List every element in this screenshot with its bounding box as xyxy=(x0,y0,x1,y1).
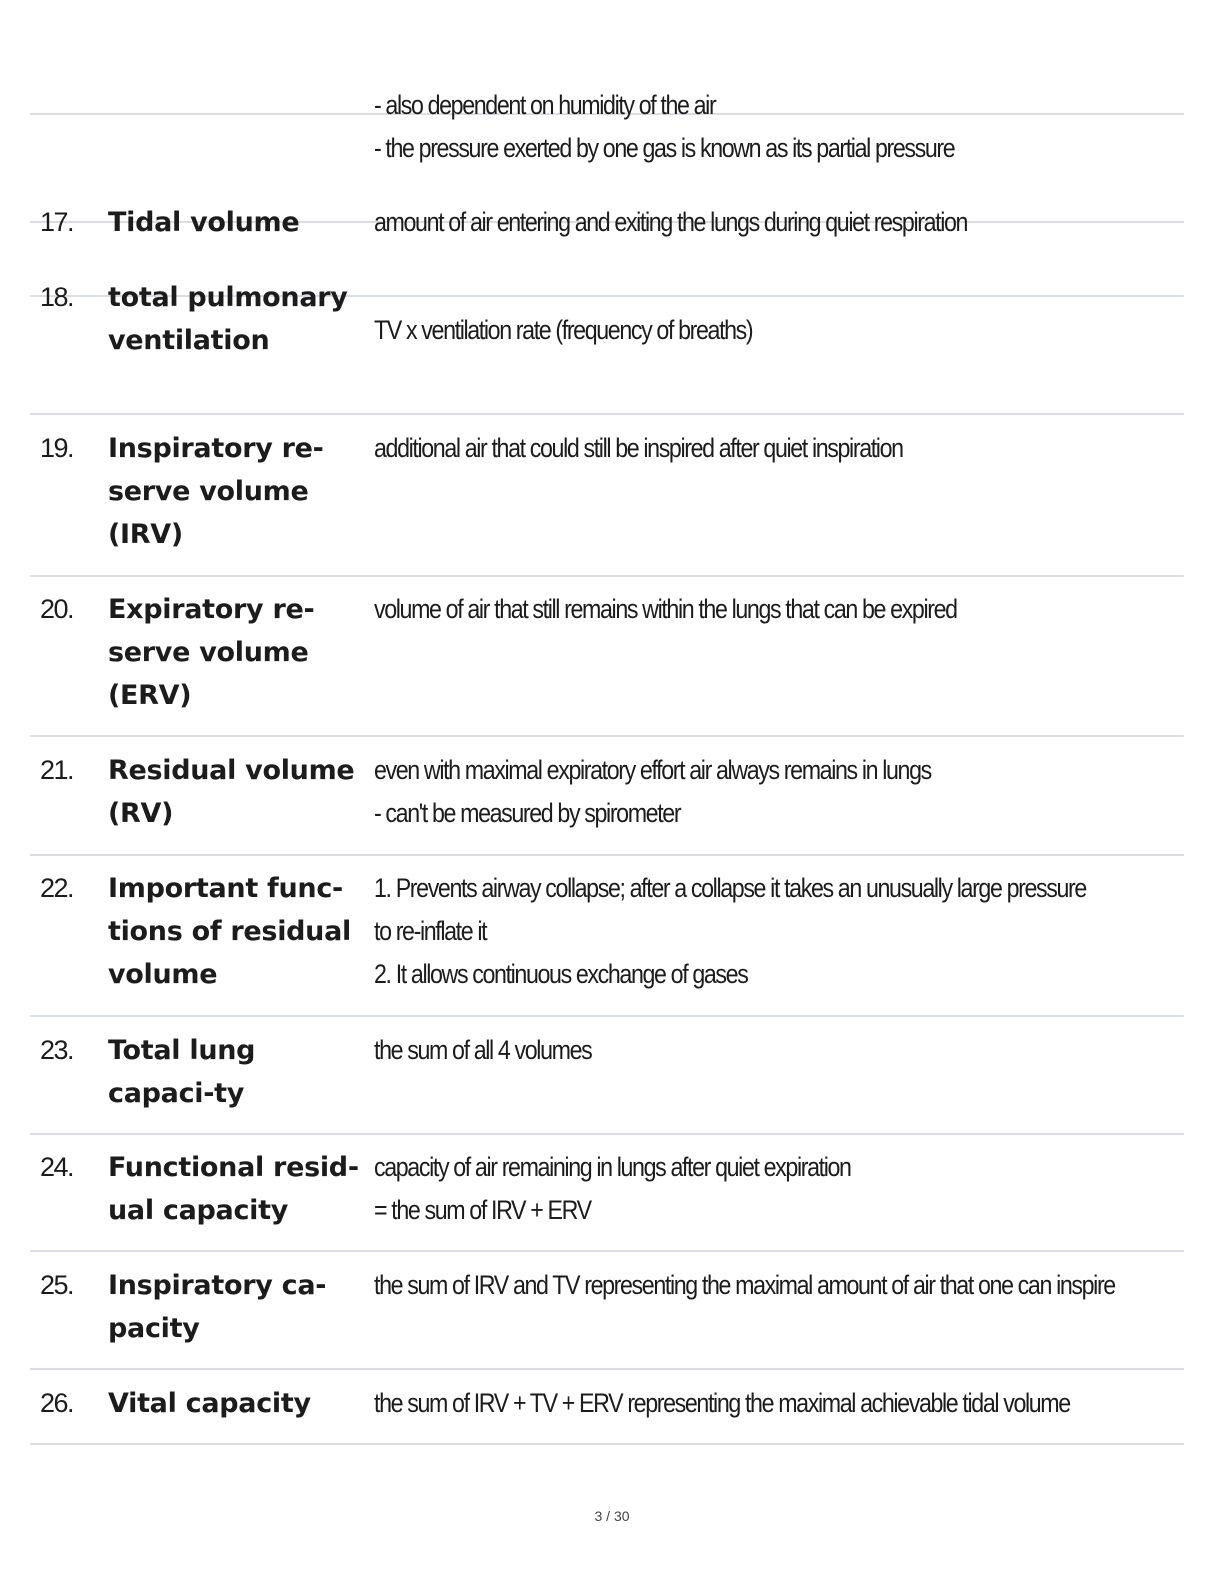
term: total pulmonary ventilation xyxy=(108,282,348,356)
row-divider xyxy=(30,1443,1184,1445)
row-divider xyxy=(30,735,1184,737)
definition xyxy=(374,427,1062,470)
row-divider xyxy=(30,413,1184,415)
card-number: 21. xyxy=(40,755,74,785)
term: Important func-tions of residual volume xyxy=(108,873,351,990)
definition-line: even with maximal expiratory effort air always remains in lungs xyxy=(374,755,931,785)
card-number: 20. xyxy=(40,594,74,624)
card-number: 24. xyxy=(40,1152,74,1182)
definition-line: 1. Prevents airway collapse; after a collapse it takes an unusually large pressure xyxy=(374,873,1086,903)
term: Vital capacity xyxy=(108,1388,311,1419)
definition xyxy=(374,201,1062,244)
row-divider xyxy=(30,1250,1184,1252)
row-divider xyxy=(30,1368,1184,1370)
row-divider xyxy=(30,854,1184,856)
definition-line: additional air that could still be inspired after quiet inspiration xyxy=(374,433,903,463)
definition xyxy=(374,1264,1115,1307)
card-number: 22. xyxy=(40,873,74,903)
definition-line: = the sum of IRV + ERV xyxy=(374,1195,591,1225)
definition-line: - the pressure exerted by one gas is known as its partial pressure xyxy=(374,133,955,163)
definition-line: volume of air that still remains within the lungs that can be expired xyxy=(374,594,957,624)
row-divider xyxy=(30,1133,1184,1135)
row-divider xyxy=(30,1015,1184,1017)
definition xyxy=(374,1146,1062,1232)
card-number: 26. xyxy=(40,1388,74,1418)
definition xyxy=(374,1382,1070,1425)
term: Residual volume (RV) xyxy=(108,755,355,829)
definition-line: - also dependent on humidity of the air xyxy=(374,90,716,120)
row-divider xyxy=(30,575,1184,577)
definition-line: to re-inflate it xyxy=(374,916,487,946)
definition xyxy=(374,749,1062,835)
definition xyxy=(374,1029,1062,1072)
definition xyxy=(374,84,1062,170)
definition xyxy=(374,309,1062,352)
card-number: 17. xyxy=(40,207,74,237)
term: Inspiratory re-serve volume (IRV) xyxy=(108,433,324,550)
page-number: 3 / 30 xyxy=(594,1508,630,1524)
definition-line: the sum of all 4 volumes xyxy=(374,1035,592,1065)
definition-line: the sum of IRV and TV representing the maximal amount of air that one can inspire xyxy=(374,1270,1115,1300)
card-number: 25. xyxy=(40,1270,74,1300)
definition-line: TV x ventilation rate (frequency of breaths) xyxy=(374,315,753,345)
term: Tidal volume xyxy=(108,207,300,238)
definition-line: amount of air entering and exiting the lungs during quiet respiration xyxy=(374,207,968,237)
definition-line: the sum of IRV + TV + ERV representing the maximal achievable tidal volume xyxy=(374,1388,1070,1418)
definition-line: capacity of air remaining in lungs after quiet expiration xyxy=(374,1152,851,1182)
definition-line: - can't be measured by spirometer xyxy=(374,798,681,828)
definition-line: 2. It allows continuous exchange of gases xyxy=(374,959,748,989)
card-number: 23. xyxy=(40,1035,74,1065)
term: Inspiratory ca-pacity xyxy=(108,1270,327,1344)
definition xyxy=(374,588,1062,631)
card-number: 19. xyxy=(40,433,74,463)
definition xyxy=(374,867,1086,996)
term: Total lung capaci-ty xyxy=(108,1035,256,1109)
term: Expiratory re-serve volume (ERV) xyxy=(108,594,315,711)
term: Functional resid-ual capacity xyxy=(108,1152,359,1226)
card-number: 18. xyxy=(40,282,74,312)
